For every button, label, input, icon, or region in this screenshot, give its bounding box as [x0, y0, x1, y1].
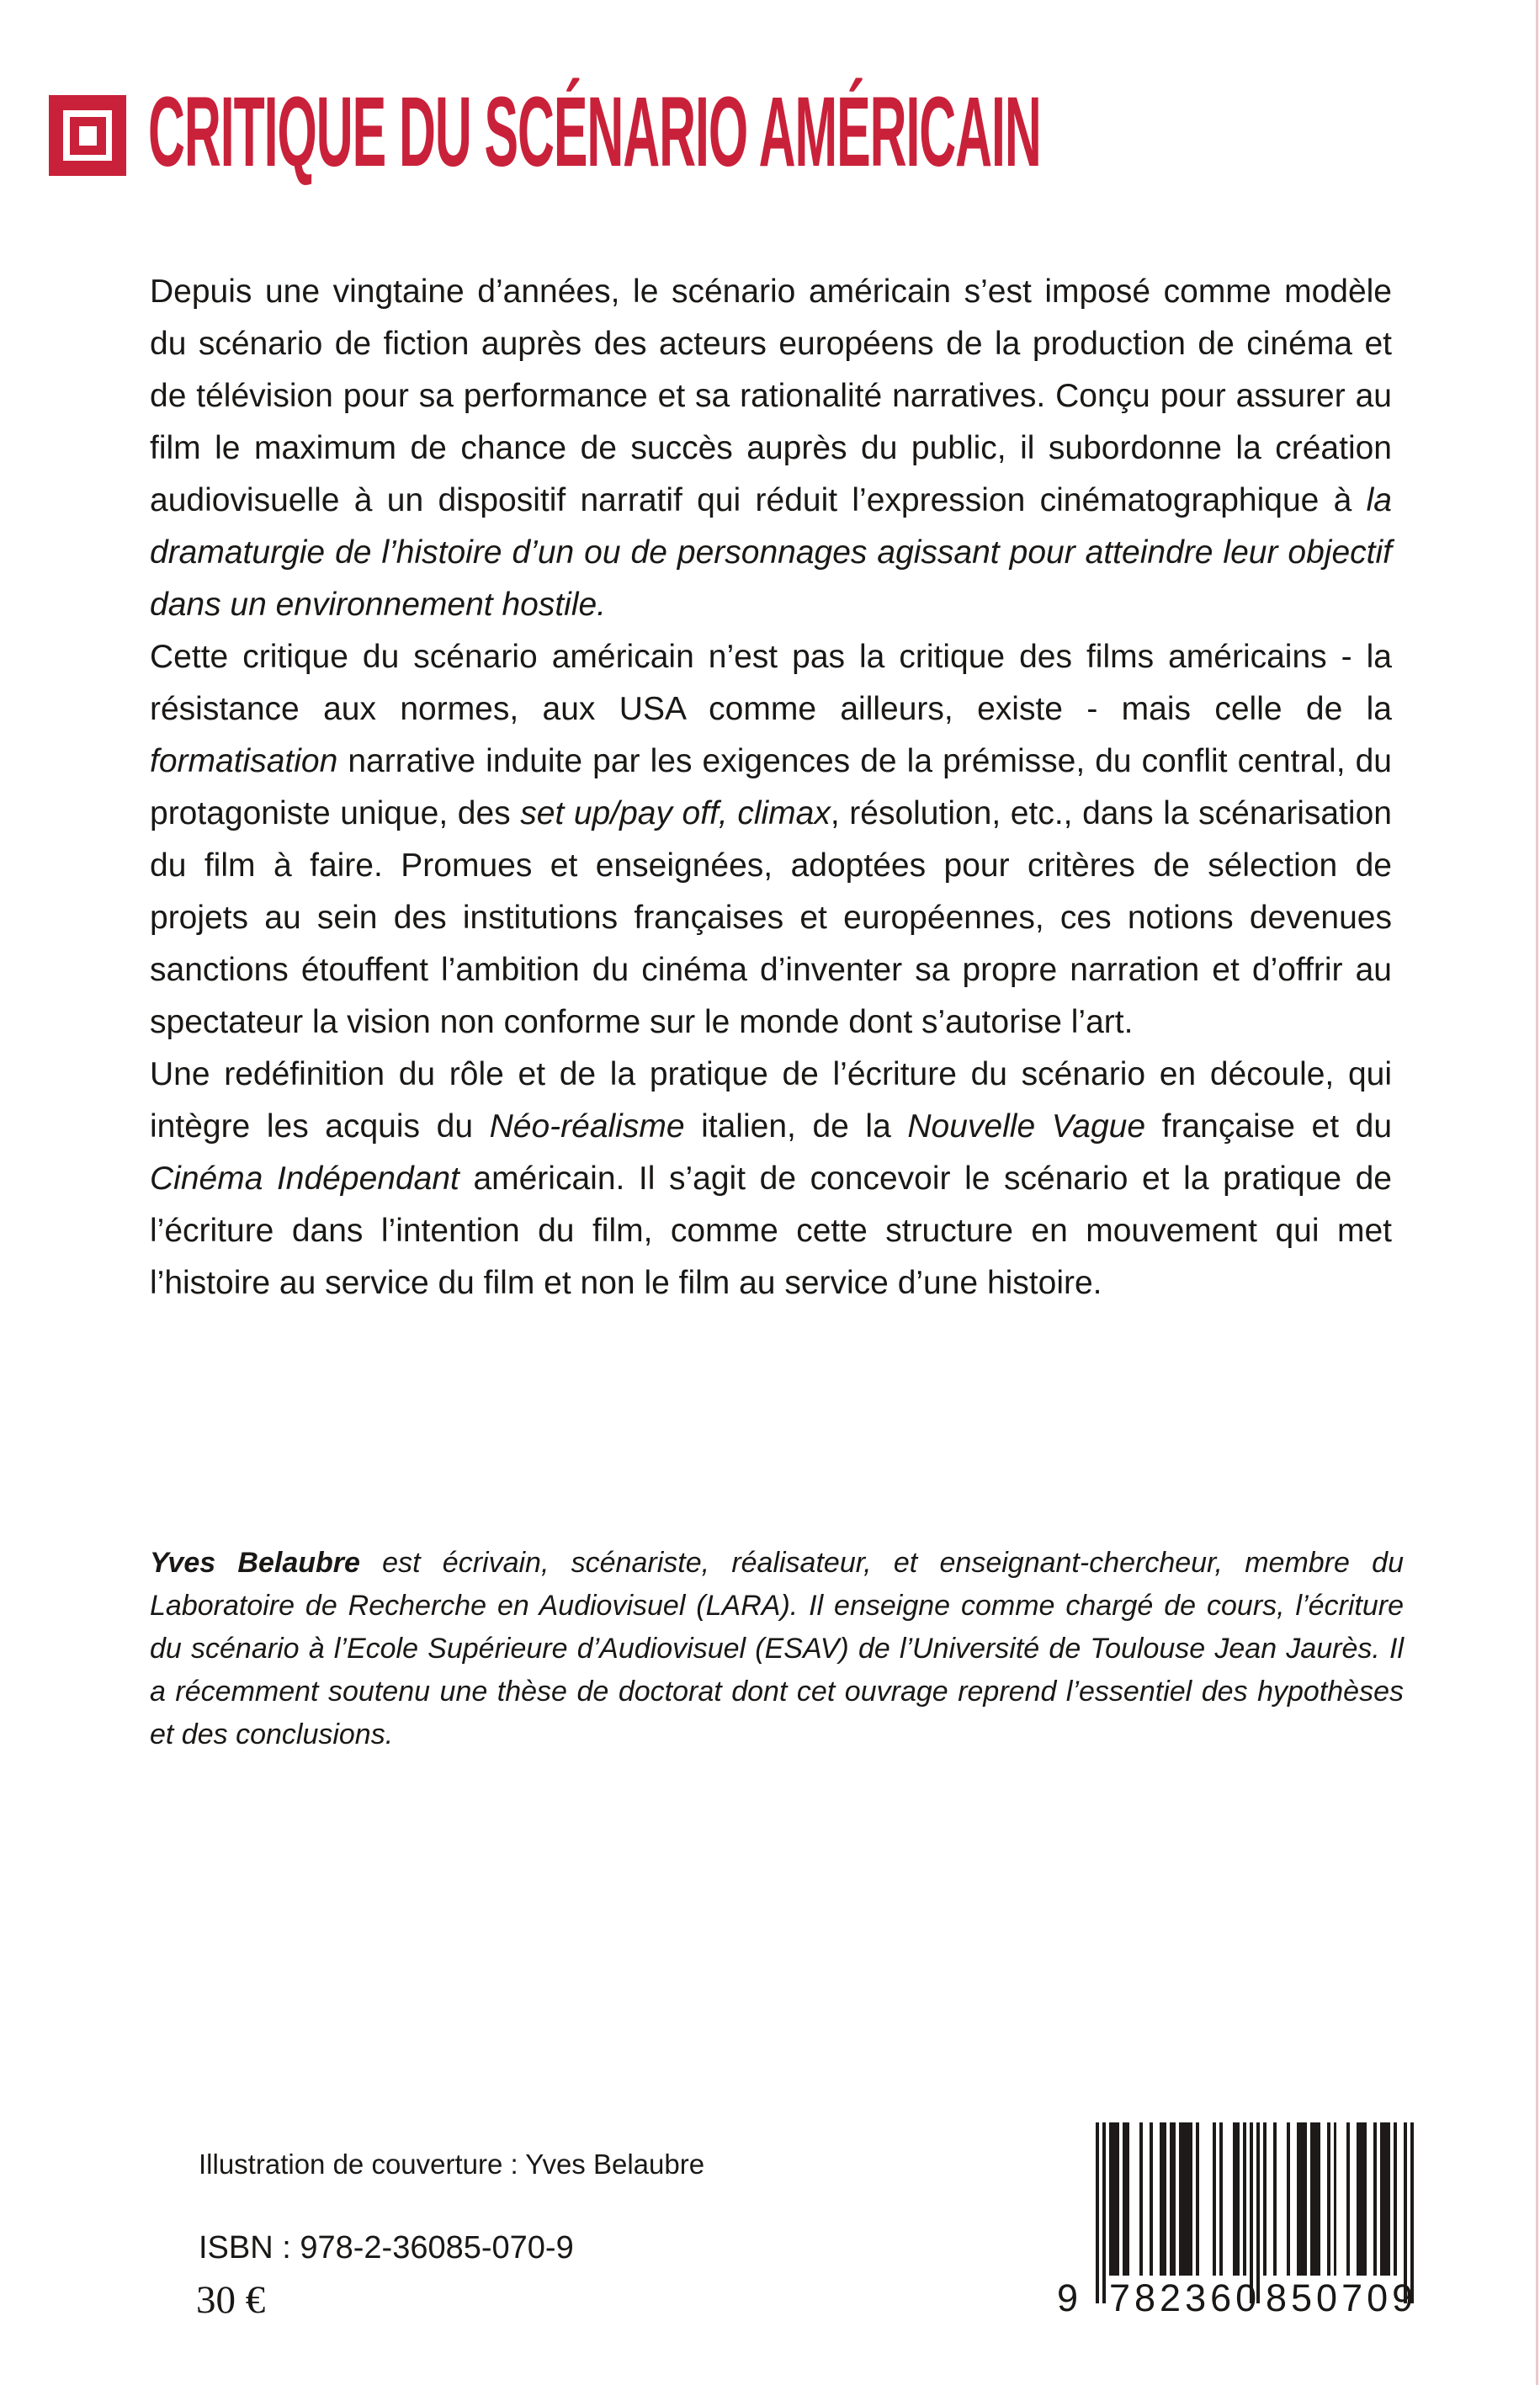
text-run: Néo-réalisme	[489, 1108, 685, 1145]
barcode-digits	[1057, 2276, 1418, 2319]
barcode-bar	[1394, 2122, 1397, 2276]
barcode-bar	[1109, 2122, 1119, 2276]
barcode-bar	[1219, 2122, 1223, 2276]
barcode-bar	[1096, 2122, 1099, 2303]
text-run: est écrivain, scénariste, réalisateur, et enseignant-chercheur, membre du Laboratoire de Recherche en Audiovisuel (LARA). Il enseigne comme chargé de cours, l’écriture du scénario à l’Ecole Supérieure d’Audiovisuel (ESAV) de l’Université de Toulouse Jean Jaurès. Il a récemment soutenu une thèse de doctorat dont cet ouvrage reprend l’essentiel des hypothèses et des conclusions.	[150, 1547, 1404, 1750]
barcode-digit-first: 9	[1057, 2276, 1079, 2319]
text-run: Cinéma Indépendant	[150, 1161, 459, 1197]
logo-red-ring	[70, 117, 106, 155]
barcode-bar	[1196, 2122, 1199, 2276]
isbn-text: ISBN : 978-2-36085-070-9	[199, 2230, 574, 2265]
barcode-bar	[1380, 2122, 1390, 2276]
barcode-bar	[1334, 2122, 1337, 2276]
text-run: Yves Belaubre	[150, 1547, 360, 1579]
illustration-credit: Illustration de couverture : Yves Belaubre	[199, 2149, 705, 2180]
publisher-logo	[49, 95, 126, 176]
barcode-bar	[1123, 2122, 1129, 2276]
barcode-bar	[1243, 2122, 1246, 2276]
barcode-bar	[1213, 2122, 1216, 2276]
barcode-bar	[1263, 2122, 1267, 2276]
text-run: Une redéfinition du rôle et de la pratique de l’écriture du scénario en découle, qui intègre les acquis du	[150, 1056, 1392, 1145]
barcode-bar	[1310, 2122, 1320, 2276]
barcode-digits-right-group: 850709	[1266, 2276, 1418, 2319]
logo-center-square	[79, 126, 97, 146]
barcode-bar	[1297, 2122, 1307, 2276]
text-run: italien, de la	[684, 1108, 908, 1145]
price-text: 30 €	[196, 2278, 266, 2322]
barcode-bar	[1357, 2122, 1367, 2276]
text-run: Nouvelle Vague	[907, 1108, 1146, 1145]
barcode-bar	[1170, 2122, 1176, 2276]
synopsis-paragraph	[150, 266, 1392, 631]
barcode-bar	[1273, 2122, 1277, 2276]
barcode-digits-left-group: 782360	[1109, 2276, 1261, 2319]
barcode-bar	[1233, 2122, 1240, 2276]
barcode-bar	[1150, 2122, 1153, 2276]
barcode-bar	[1139, 2122, 1143, 2276]
author-bio	[150, 1542, 1404, 1756]
text-run: américain. Il s’agit de concevoir le scénario et la pratique de l’écriture dans l’intention du film, comme cette structure en mouvement qui met l’histoire au service du film et non le film au service d’une histoire.	[150, 1161, 1392, 1301]
text-run: set up/pay off, climax	[520, 795, 831, 831]
author-bio-paragraph	[150, 1542, 1404, 1756]
text-run: narrative induite par les exigences de la prémisse, du conflit central, du protagoniste unique, des	[150, 743, 1392, 831]
barcode-bar	[1102, 2122, 1106, 2303]
synopsis-paragraph	[150, 1049, 1392, 1309]
text-run: Depuis une vingtaine d’années, le scénario américain s’est imposé comme modèle du scénario de fiction auprès des acteurs européens de la production de cinéma et de télévision pour sa performance et sa rationalité narratives. Conçu pour assurer au film le maximum de chance de succès auprès du public, il subordonne la création audiovisuelle à un dispositif narratif qui réduit l’expression cinématographique à	[150, 274, 1392, 518]
synopsis-text	[150, 266, 1392, 1309]
barcode-bar	[1160, 2122, 1166, 2276]
text-run: française et du	[1145, 1108, 1393, 1145]
text-run: Cette critique du scénario américain n’est pas la critique des films américains - la résistance aux normes, aux USA comme ailleurs, existe - mais celle de la	[150, 639, 1392, 727]
barcode-bar	[1346, 2122, 1350, 2276]
barcode-bar	[1179, 2122, 1192, 2276]
barcode-bar	[1287, 2122, 1290, 2276]
ean13-barcode	[1057, 2122, 1418, 2319]
logo-white-ring	[63, 110, 112, 161]
page-edge-line	[1536, 0, 1538, 2385]
book-title: CRITIQUE DU SCÉNARIO AMÉRICAIN	[148, 77, 1041, 188]
text-run: la dramaturgie de l’histoire d’un ou de personnages agissant pour atteindre leur objectif dans un environnement hostile.	[150, 482, 1392, 623]
barcode-bar	[1373, 2122, 1377, 2276]
barcode-bar	[1327, 2122, 1330, 2276]
synopsis-paragraph	[150, 631, 1392, 1049]
text-run: , résolution, etc., dans la scénarisation du film à faire. Promues et enseignées, adoptées pour critères de sélection de projets au sein des institutions françaises et européennes, ces notions devenues sanctions étouffent l’ambition du cinéma d’inventer sa propre narration et d’offrir au spectateur la vision non conforme sur le monde dont s’autorise l’art.	[150, 795, 1392, 1040]
text-run: formatisation	[150, 743, 338, 779]
